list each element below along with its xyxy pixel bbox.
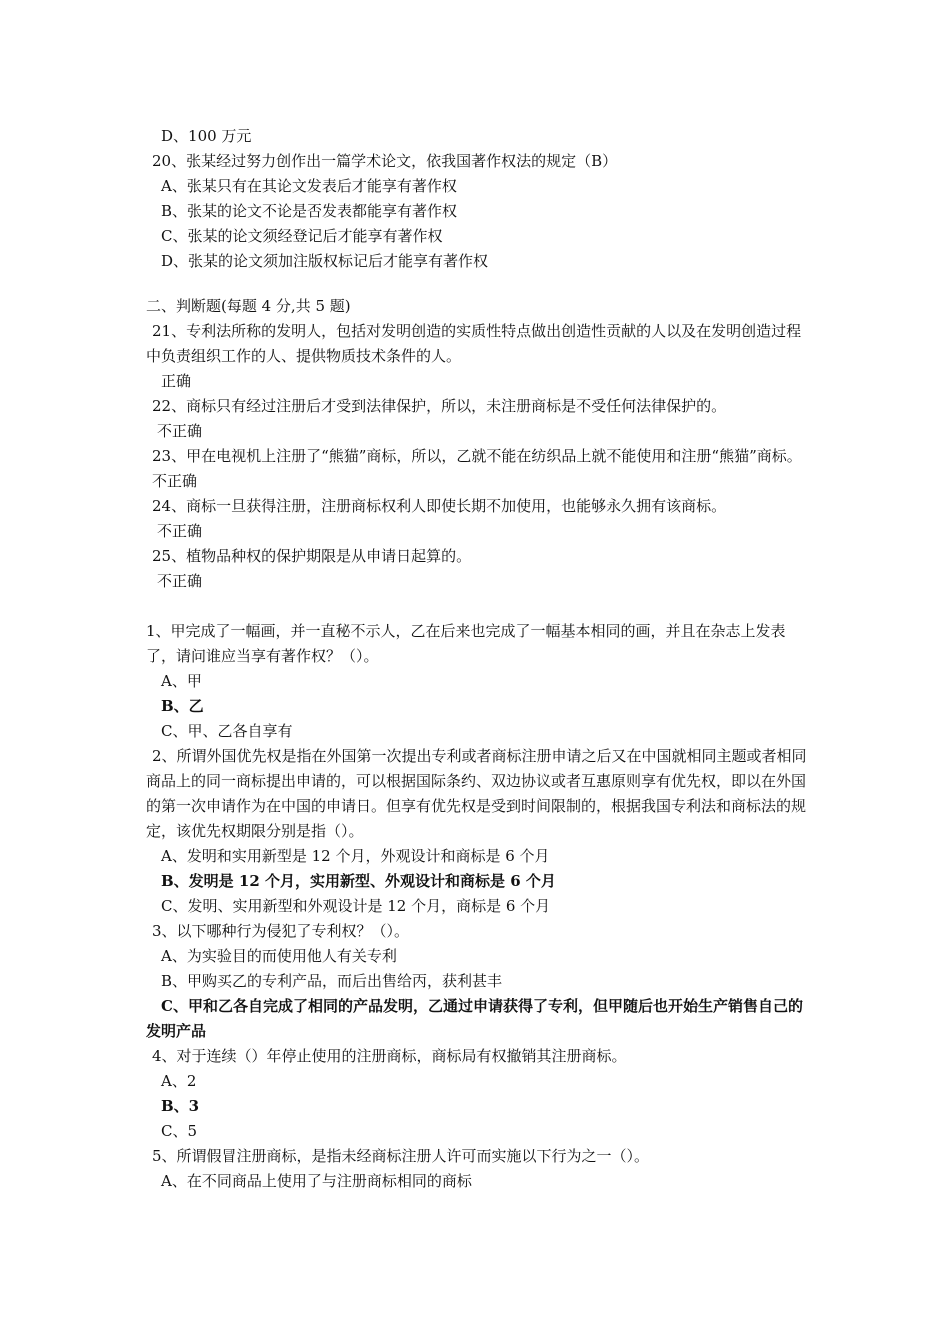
option-b-q3: B、甲购买乙的专利产品，而后出售给丙，获利甚丰: [161, 972, 503, 990]
question-21: 21、专利法所称的发明人，包括对发明创造的实质性特点做出创造性贡献的人以及在发明创造过程中负责组织工作的人、提供物质技术条件的人。: [146, 322, 802, 365]
question-25: 25、植物品种权的保护期限是从申请日起算的。: [152, 547, 472, 565]
option-a-q5: A、在不同商品上使用了与注册商标相同的商标: [161, 1172, 472, 1190]
question-4: 4、对于连续（）年停止使用的注册商标，商标局有权撤销其注册商标。: [152, 1047, 627, 1065]
option-c-q20: C、张某的论文须经登记后才能享有著作权: [161, 227, 443, 245]
document-body: [146, 124, 810, 1194]
question-23: 23、甲在电视机上注册了“熊猫”商标，所以，乙就不能在纺织品上就不能使用和注册“熊猫”商标。: [152, 447, 802, 465]
question-22: 22、商标只有经过注册后才受到法律保护，所以，未注册商标是不受任何法律保护的。: [152, 397, 727, 415]
question-24: 24、商标一旦获得注册，注册商标权利人即使长期不加使用，也能够永久拥有该商标。: [152, 497, 727, 515]
question-5: 5、所谓假冒注册商标，是指未经商标注册人许可而实施以下行为之一（）。: [152, 1147, 650, 1165]
question-20: 20、张某经过努力创作出一篇学术论文，依我国著作权法的规定（B）: [152, 152, 618, 170]
answer-22: 不正确: [157, 422, 203, 440]
answer-21: 正确: [161, 372, 192, 390]
option-a-q4: A、2: [161, 1072, 197, 1090]
option-c-q4: C、5: [161, 1122, 198, 1140]
section-heading-judgment: 二、判断题(每题 4 分,共 5 题): [146, 297, 351, 315]
option-b-q20: B、张某的论文不论是否发表都能享有著作权: [161, 202, 458, 220]
option-b-q4-answer: B、3: [161, 1097, 200, 1115]
option-d-q20: D、张某的论文须加注版权标记后才能享有著作权: [161, 252, 489, 270]
question-3: 3、以下哪种行为侵犯了专利权？（）。: [152, 922, 410, 940]
option-a-q2: A、发明和实用新型是 12 个月，外观设计和商标是 6 个月: [161, 847, 550, 865]
answer-23: 不正确: [152, 472, 198, 490]
option-a-q3: A、为实验目的而使用他人有关专利: [161, 947, 397, 965]
answer-24: 不正确: [157, 522, 203, 540]
option-c-q3-answer: C、甲和乙各自完成了相同的产品发明，乙通过申请获得了专利，但甲随后也开始生产销售自己的发明产品: [146, 997, 803, 1040]
option-d-q19: D、100 万元: [161, 127, 252, 145]
question-2: 2、所谓外国优先权是指在外国第一次提出专利或者商标注册申请之后又在中国就相同主题或者相同商品上的同一商标提出申请的，可以根据国际条约、双边协议或者互惠原则享有优先权，即以在外国的第一次申请作为在中国的申请日。但享有优先权是受到时间限制的，根据我国专利法和商标法的规定，该优先权期限分别是指（）。: [146, 747, 807, 840]
answer-25: 不正确: [157, 572, 203, 590]
option-b-q1-answer: B、乙: [161, 697, 204, 715]
option-a-q20: A、张某只有在其论文发表后才能享有著作权: [161, 177, 457, 195]
option-c-q2: C、发明、实用新型和外观设计是 12 个月，商标是 6 个月: [161, 897, 551, 915]
option-c-q1: C、甲、乙各自享有: [161, 722, 293, 740]
option-a-q1: A、甲: [161, 672, 202, 690]
option-b-q2-answer: B、发明是 12 个月，实用新型、外观设计和商标是 6 个月: [161, 872, 556, 890]
question-1: 1、甲完成了一幅画，并一直秘不示人，乙在后来也完成了一幅基本相同的画，并且在杂志上发表了，请问谁应当享有著作权？（）。: [146, 622, 786, 665]
